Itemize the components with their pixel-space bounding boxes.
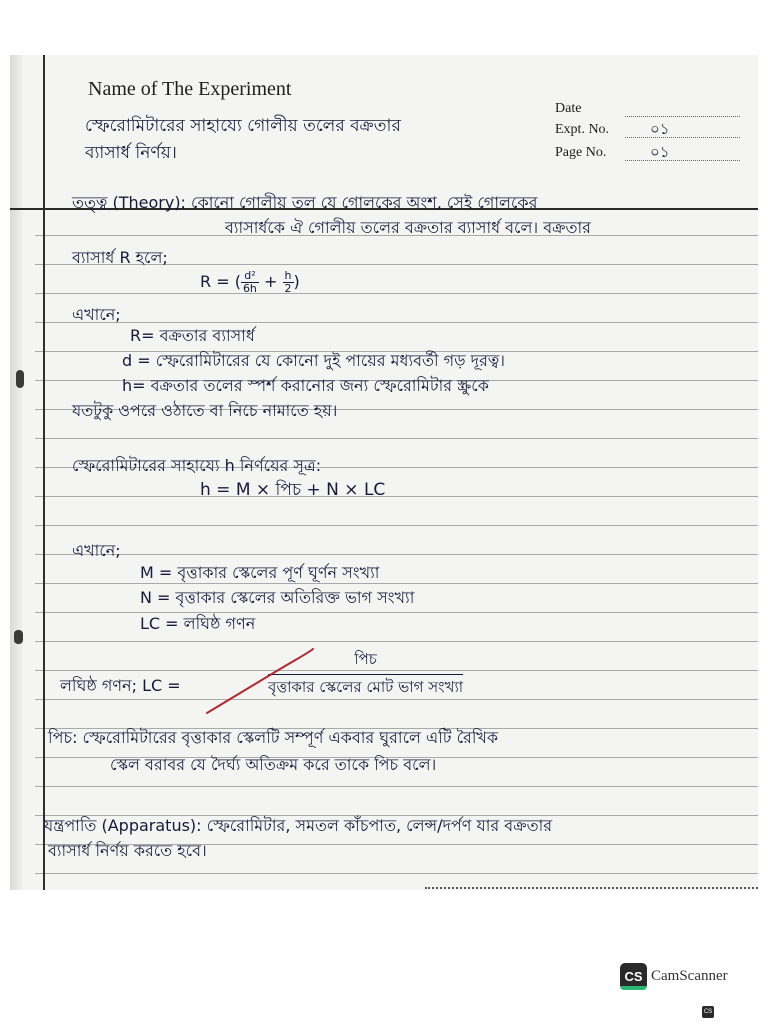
least-count-label: লঘিষ্ঠ গণন; LC = xyxy=(60,676,181,695)
dotted-field xyxy=(625,137,740,138)
radius-formula xyxy=(200,270,300,295)
ruled-line xyxy=(35,554,758,555)
ruled-line xyxy=(35,525,758,526)
dotted-field xyxy=(625,160,740,161)
binding-punch-mark xyxy=(16,370,24,388)
fraction-denominator: 6h xyxy=(242,282,257,295)
page-no-value: ০১ xyxy=(650,143,670,161)
definition-m: M = বৃত্তাকার স্কেলের পূর্ণ ঘূর্ণন সংখ্যা xyxy=(140,563,380,582)
where-heading: এখানে; xyxy=(72,541,121,560)
theory-line: তত্ত্ব (Theory): কোনো গোলীয় তল যে গোলকের অংশ, সেই গোলকের xyxy=(72,193,538,212)
experiment-title-line: স্ফেরোমিটারের সাহায্যে গোলীয় তলের বক্রতার xyxy=(85,116,401,136)
fraction xyxy=(241,270,259,295)
binding-punch-mark xyxy=(14,630,23,644)
definition-lc: LC = লঘিষ্ঠ গণন xyxy=(140,614,256,633)
fraction-numerator: h xyxy=(283,270,294,283)
camscanner-brand-text: CamScanner xyxy=(651,968,728,984)
apparatus-line: যন্ত্রপাতি (Apparatus): স্ফেরোমিটার, সমতল কাঁচপাত, লেন্স/দর্পণ যার বক্রতার xyxy=(44,816,553,835)
theory-line: ব্যাসার্ধকে ঐ গোলীয় তলের বক্রতার ব্যাসার্ধ বলে। বক্রতার xyxy=(225,218,591,237)
where-heading: এখানে; xyxy=(72,305,121,324)
date-label: Date xyxy=(555,101,582,116)
camscanner-watermark xyxy=(620,963,728,990)
ruled-line xyxy=(35,786,758,787)
ruled-line xyxy=(35,438,758,439)
notebook-page xyxy=(10,55,758,890)
page-edge-shadow xyxy=(10,55,22,890)
ruled-line xyxy=(35,641,758,642)
red-pen-mark xyxy=(205,647,315,717)
formula-part: R = ( xyxy=(200,272,241,291)
theory-line: ব্যাসার্ধ R হলে; xyxy=(72,248,168,267)
margin-line xyxy=(43,55,45,890)
least-count-denominator: বৃত্তাকার স্কেলের মোট ভাগ সংখ্যা xyxy=(268,678,464,696)
camscanner-small-icon: CS xyxy=(702,1006,714,1018)
least-count-numerator: পিচ xyxy=(268,648,463,675)
camscanner-logo-icon: CS xyxy=(620,963,647,990)
experiment-title-line: ব্যাসার্ধ নির্ণয়। xyxy=(85,143,177,163)
pitch-definition-line: পিচ: স্ফেরোমিটারের বৃত্তাকার স্কেলটি সম্পূর্ণ একবার ঘুরালে এটি রৈখিক xyxy=(48,728,499,747)
definition-h-continued: যতটুকু ওপরে ওঠাতে বা নিচে নামাতে হয়। xyxy=(72,401,338,420)
fraction xyxy=(283,270,294,295)
definition-d: d = স্ফেরোমিটারের যে কোনো দুই পায়ের মধ্যবর্তী গড় দূরত্ব। xyxy=(122,351,505,370)
definition-h: h= বক্রতার তলের স্পর্শ করানোর জন্য স্ফেরোমিটার স্ক্রুকে xyxy=(122,376,489,395)
dotted-field xyxy=(625,116,740,117)
expt-no-label: Expt. No. xyxy=(555,122,610,137)
h-formula-heading: স্ফেরোমিটারের সাহায্যে h নির্ণয়ের সূত্র: xyxy=(72,456,322,475)
experiment-name-heading: Name of The Experiment xyxy=(88,78,292,100)
ruled-line xyxy=(35,873,758,874)
apparatus-line: ব্যাসার্ধ নির্ণয় করতে হবে। xyxy=(48,841,207,860)
pitch-definition-line: স্কেল বরাবর যে দৈর্ঘ্য অতিক্রম করে তাকে পিচ বলে। xyxy=(110,755,437,774)
page-no-label: Page No. xyxy=(555,145,607,160)
fraction-numerator: d² xyxy=(241,270,259,283)
formula-part: ) xyxy=(293,272,300,291)
definition-r: R= বক্রতার ব্যাসার্ধ xyxy=(130,326,255,345)
fraction-denominator: 2 xyxy=(284,282,292,295)
bottom-dotted-rule xyxy=(425,887,758,889)
formula-part: + xyxy=(258,272,283,291)
page-no-row xyxy=(555,145,755,167)
h-formula: h = M × পিচ + N × LC xyxy=(200,480,386,500)
expt-no-value: ০১ xyxy=(650,120,670,138)
definition-n: N = বৃত্তাকার স্কেলের অতিরিক্ত ভাগ সংখ্যা xyxy=(140,588,415,607)
ruled-line xyxy=(35,293,758,294)
ruled-line xyxy=(35,496,758,497)
